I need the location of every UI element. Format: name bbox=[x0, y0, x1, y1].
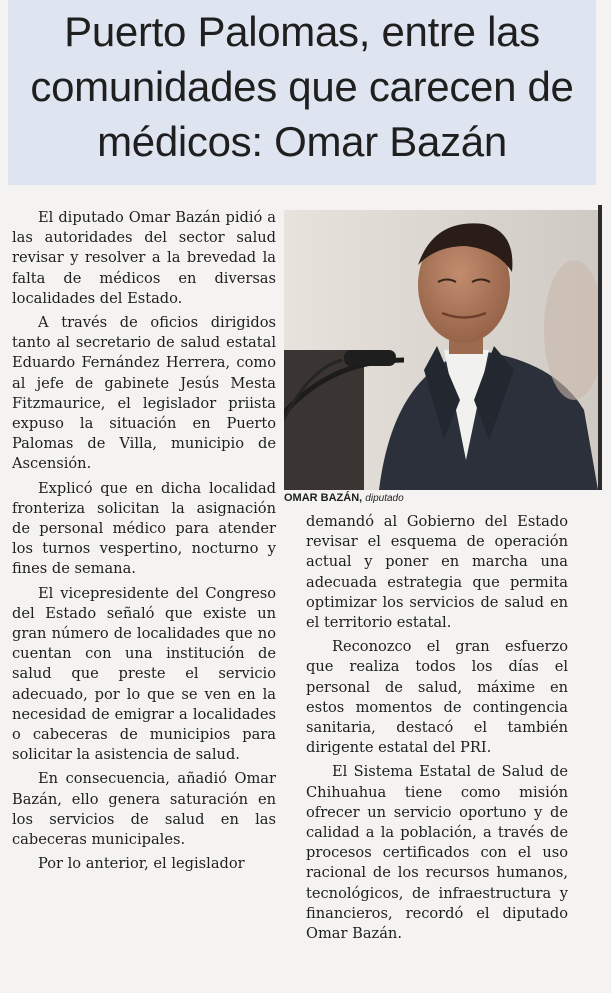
caption-name: OMAR BAZÁN, bbox=[284, 492, 363, 504]
photo-caption bbox=[284, 491, 598, 506]
paragraph: Reconozco el gran esfuerzo que realiza todos los días el personal de salud, máxime en estos momentos de contingencia sanitaria, destacó el también dirigente estatal del PRI. bbox=[306, 638, 568, 757]
headline: Puerto Palomas, entre las comunidades que carecen de médicos: Omar Bazán bbox=[30, 8, 574, 165]
paragraph: El vicepresidente del Congreso del Estado señaló que existe un gran número de localidades que no cuentan con una institución de salud que preste el servicio adecuado, por lo que se ven en la necesidad de emigrar a localidades o cabeceras de municipios para solicitar la asistencia de salud. bbox=[12, 584, 276, 764]
paragraph: El Sistema Estatal de Salud de Chihuahua tiene como misión ofrecer un servicio oportuno y de calidad a la población, a través de procesos certificados con el uso racional de los recursos humanos, tecnológicos, de infraestructura y financieros, recordó el diputado Omar Bazán. bbox=[306, 763, 568, 943]
caption-role: diputado bbox=[365, 493, 404, 504]
paragraph: A través de oficios dirigidos tanto al secretario de salud estatal Eduardo Fernández Herrera, como al jefe de gabinete Jesús Mesta Fitzmaurice, el legislador priista expuso la situación en Puerto Palomas de Villa, municipio de Ascensión. bbox=[12, 314, 276, 473]
paragraph: En consecuencia, añadió Omar Bazán, ello genera saturación en los servicios de salud en las cabeceras municipales. bbox=[12, 770, 276, 849]
article-column-left bbox=[12, 208, 276, 875]
photo-border bbox=[598, 205, 602, 490]
paragraph-continuation: demandó al Gobierno del Estado revisar el esquema de operación actual y poner en marcha una adecuada estrategia que permita optimizar los servicios de salud en el territorio estatal. bbox=[306, 513, 568, 632]
paragraph: Por lo anterior, el legislador bbox=[38, 855, 245, 873]
portrait-illustration bbox=[284, 210, 598, 490]
paragraph: El diputado Omar Bazán pidió a las autoridades del sector salud revisar y resolver a la brevedad la falta de médicos en diversas localidades del Estado. bbox=[12, 209, 276, 307]
article-column-right bbox=[306, 512, 568, 944]
portrait-photo bbox=[284, 210, 598, 490]
paragraph: Explicó que en dicha localidad fronteriza solicitan la asignación de personal médico para atender los turnos vespertino, nocturno y fines de semana. bbox=[12, 479, 276, 578]
